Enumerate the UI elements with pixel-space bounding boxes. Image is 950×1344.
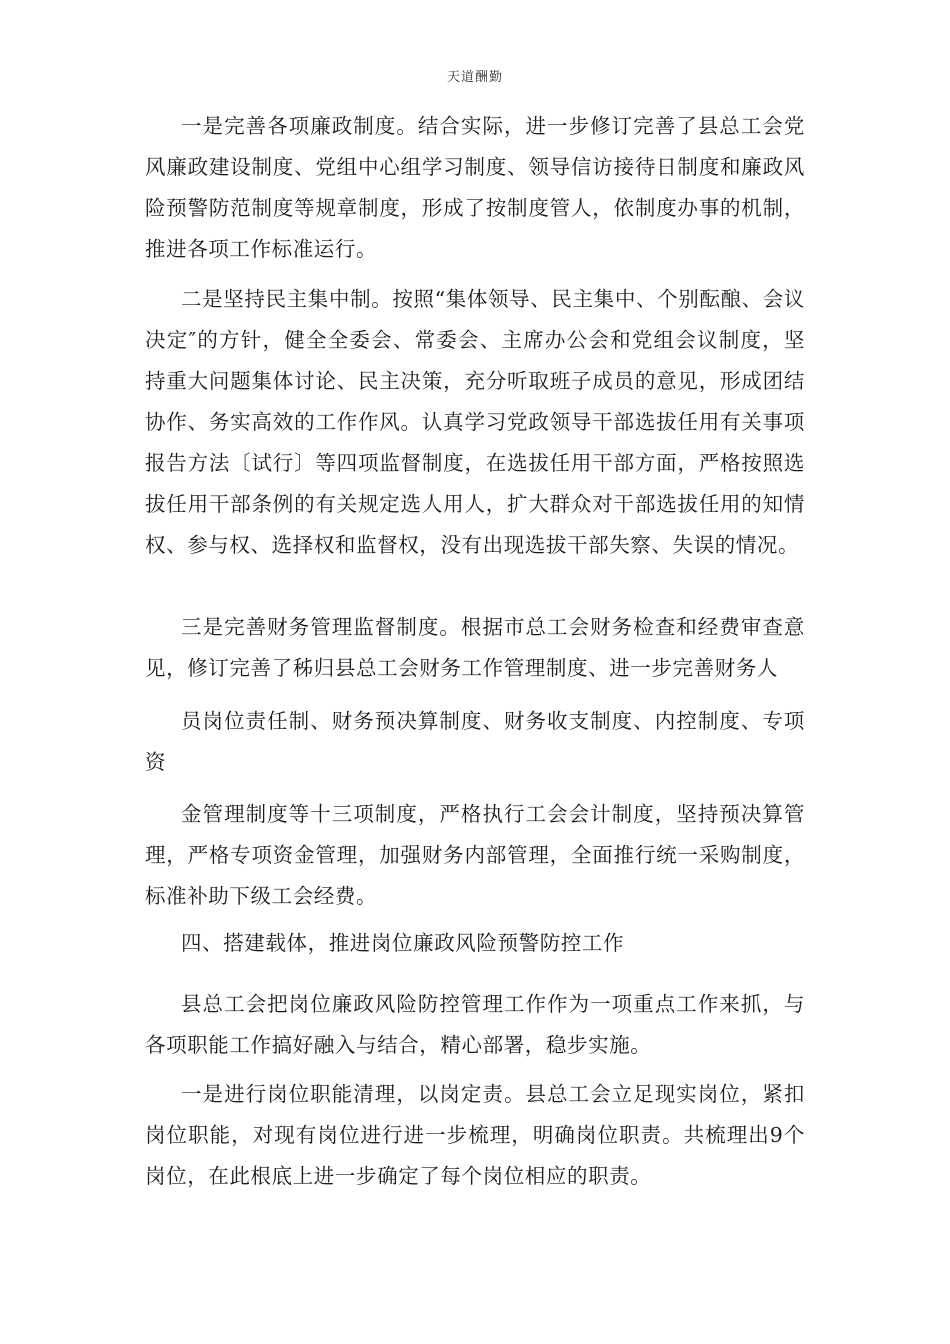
paragraph-improve-regulations: 一是完善各项廉政制度。结合实际，进一步修订完善了县总工会党风廉政建设制度、党组中心组学习制度、领导信访接待日制度和廉政风险预警防范制度等规章制度，形成了按制度管人，依制度办事的机制，推进各项工作标准运行。 [145, 114, 805, 261]
paragraph-finance-supervision: 三是完善财务管理监督制度。根据市总工会财务检查和经费审查意见，修订完善了秭归县总工会财务工作管理制度、进一步完善财务人 [145, 615, 805, 680]
paragraph-risk-control-overview: 县总工会把岗位廉政风险防控管理工作作为一项重点工作来抓，与各项职能工作搞好融入与结合，精心部署，稳步实施。 [145, 992, 805, 1057]
paragraph-democratic-centralism: 二是坚持民主集中制。按照“集体领导、民主集中、个别酝酿、会议决定″的方针，健全全委会、常委会、主席办公会和党组会议制度，坚持重大问题集体讨论、民主决策，充分听取班子成员的意见，形成团结协作、务实高效的工作作风。认真学习党政领导干部选拔任用有关事项报告方法〔试行〕等四项监督制度，在选拔任用干部方面，严格按照选拔任用干部条例的有关规定选人用人，扩大群众对干部选拔任用的知情权、参与权、选择权和监督权，没有出现选拔干部失察、失误的情况。 [145, 287, 805, 557]
page-header: 天道酬勤 [446, 70, 503, 85]
paragraph-finance-fragment: 员岗位责任制、财务预决算制度、财务收支制度、内控制度、专项资 [145, 709, 805, 774]
paragraph-fund-management: 金管理制度等十三项制度，严格执行工会会计制度，坚持预决算管理，严格专项资金管理，加强财务内部管理，全面推行统一采购制度，标准补助下级工会经费。 [145, 802, 805, 908]
paragraph-post-clearing: 一是进行岗位职能清理，以岗定责。县总工会立足现实岗位，紧扣岗位职能，对现有岗位进行进一步梳理，明确岗位职责。共梳理出9个岗位，在此根底上进一步确定了每个岗位相应的职责。 [145, 1082, 805, 1188]
section-heading-risk-control: 四、搭建载体，推进岗位廉政风险预警防控工作 [181, 931, 625, 955]
